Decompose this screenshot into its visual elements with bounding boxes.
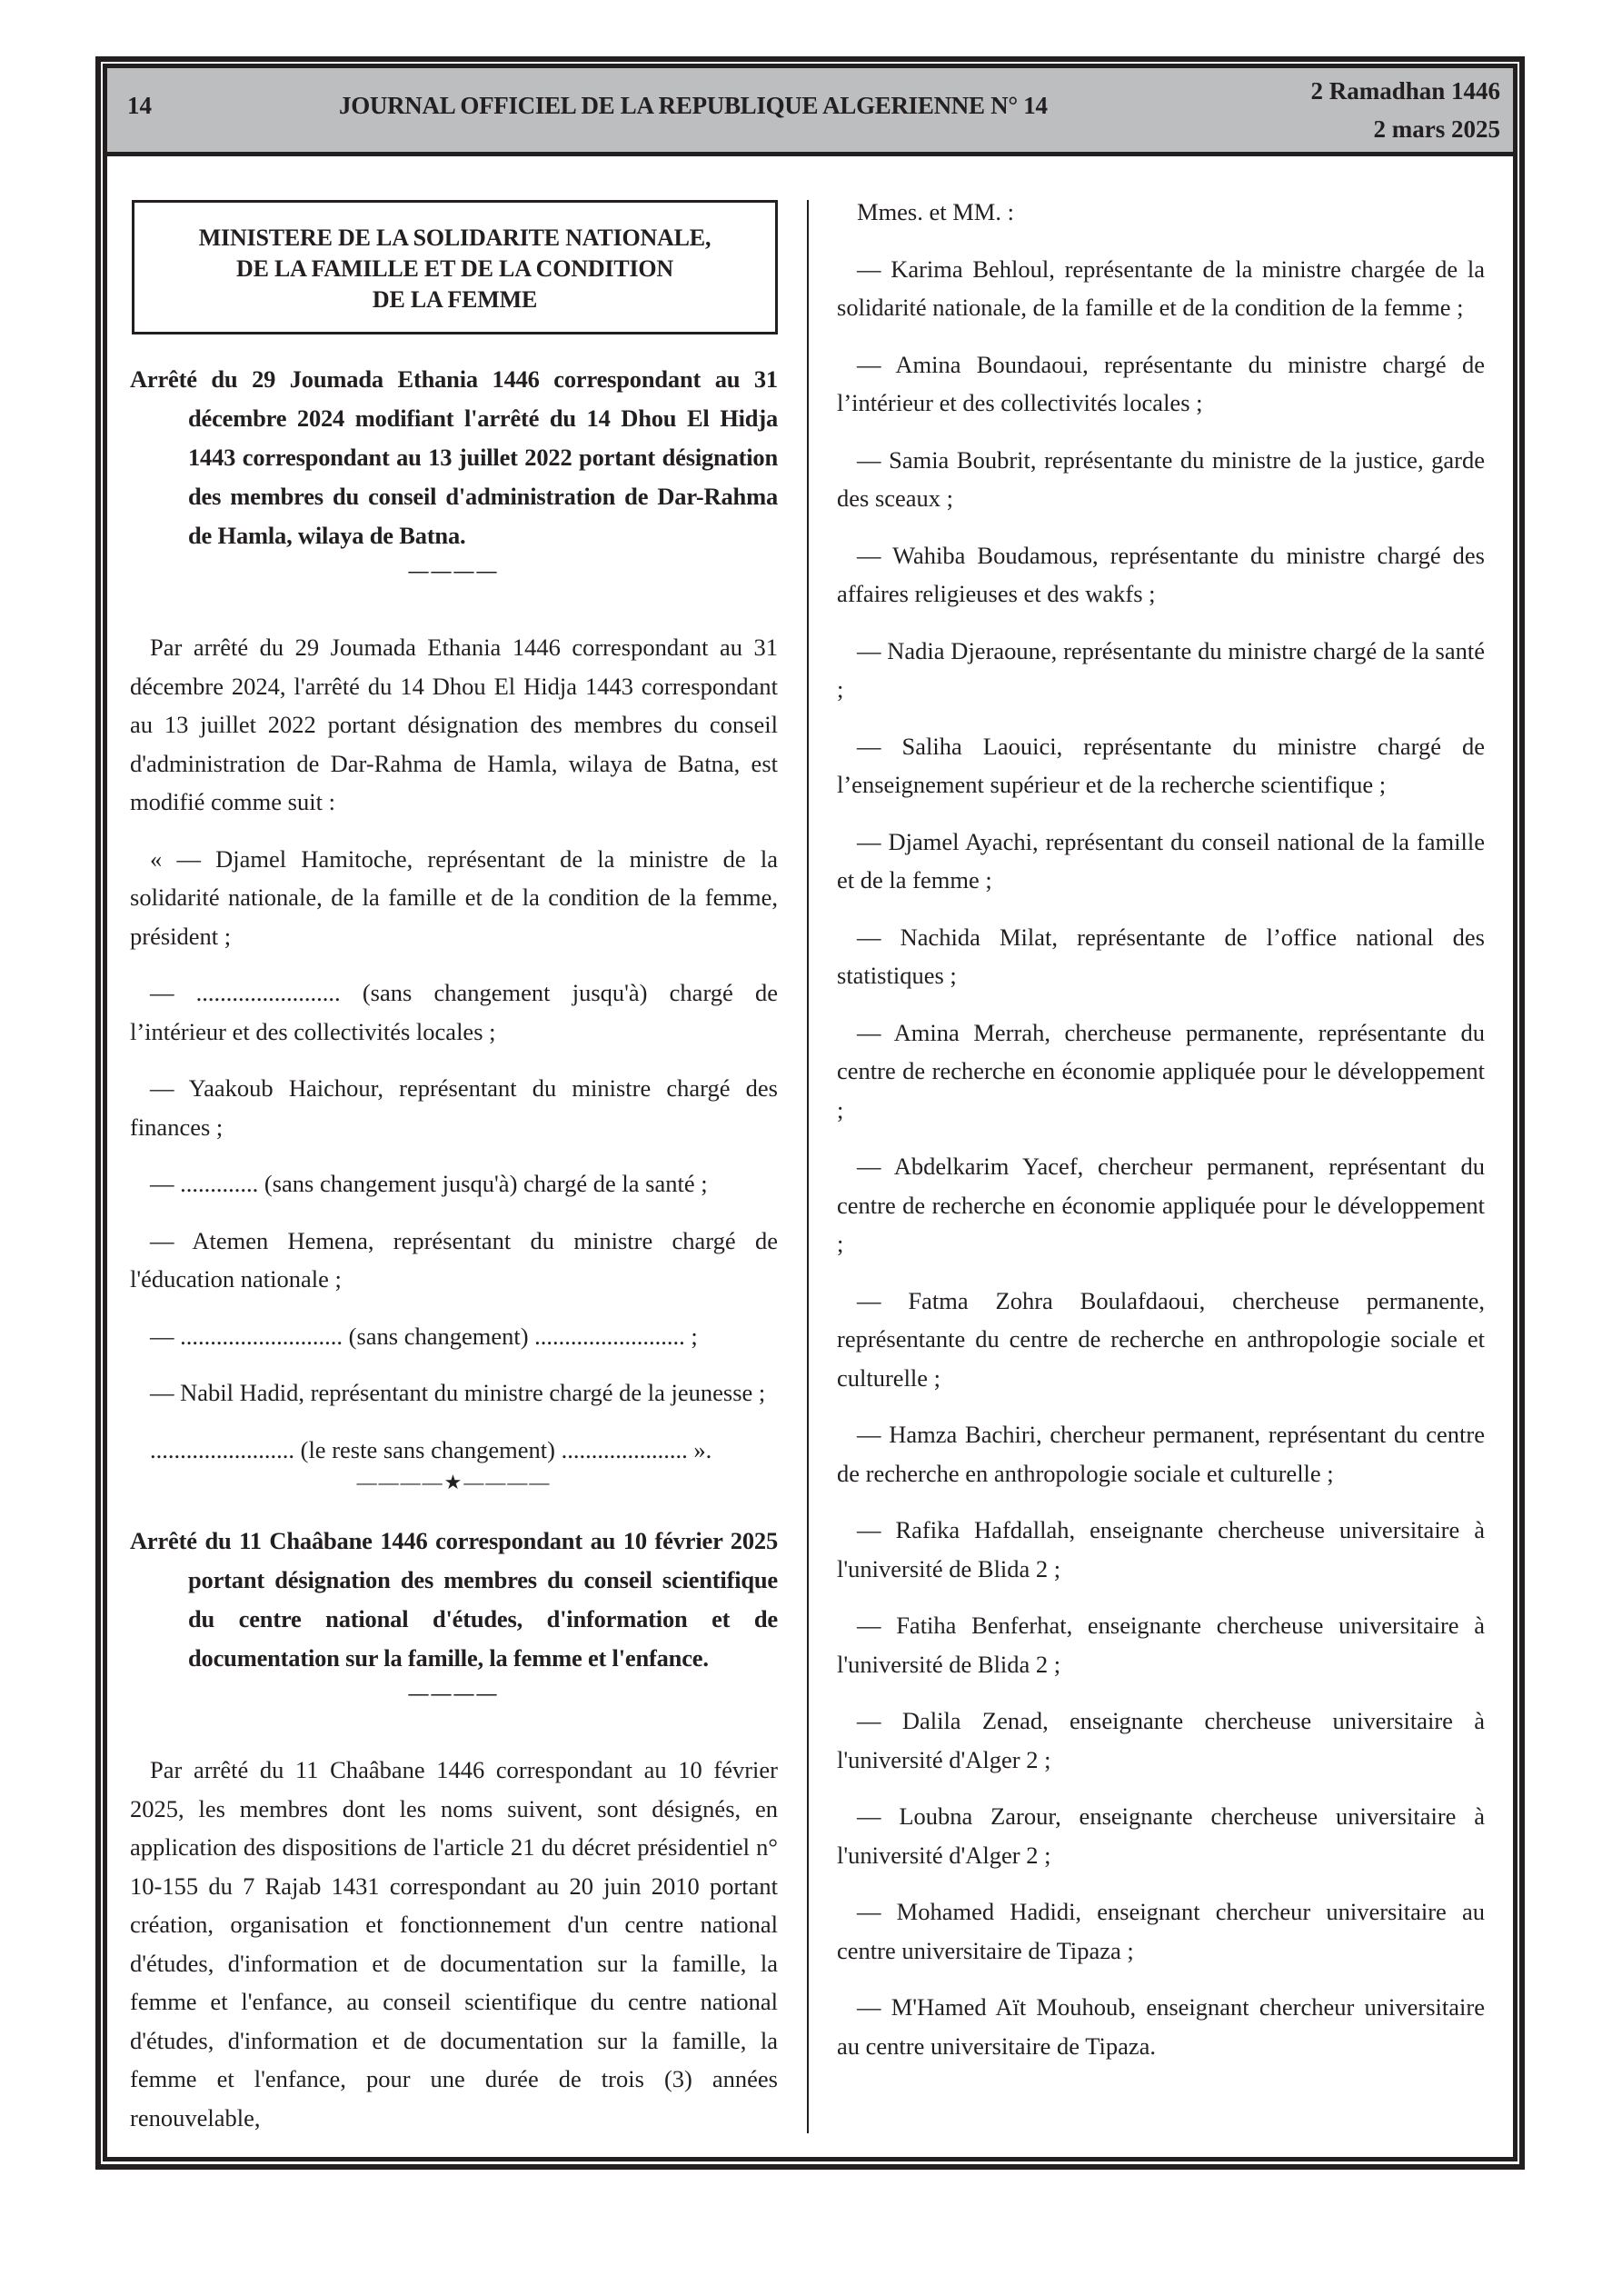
member-item: — Samia Boubrit, représentante du ministre de la justice, garde des sceaux ; [837, 445, 1485, 512]
journal-header [107, 68, 1513, 156]
star-separator: ————★———— [356, 1471, 552, 1493]
member-item: — Abdelkarim Yacef, chercheur permanent, représentant du centre de recherche en économie appliquée pour le développement ; [837, 1153, 1485, 1257]
list-item: « — Djamel Hamitoche, représentant de la ministre de la solidarité nationale, de la famille et de la condition de la femme, président ; [130, 844, 778, 950]
member-item: — Nadia Djeraoune, représentante du ministre chargé de la santé ; [837, 636, 1485, 703]
member-item: — Rafika Hafdallah, enseignante chercheuse universitaire à l'université de Blida 2 ; [837, 1516, 1485, 1582]
member-item: — Dalila Zenad, enseignante chercheuse universitaire à l'université d'Alger 2 ; [837, 1707, 1485, 1773]
list-item: — ........................ (sans changement jusqu'à) chargé de l’intérieur et des collectivités locales ; [130, 979, 778, 1045]
member-item: — Wahiba Boudamous, représentante du ministre chargé des affaires religieuses et des wakfs ; [837, 541, 1485, 607]
date-gregorian: 2 mars 2025 [1373, 115, 1500, 143]
section-separator: ———— [408, 1682, 500, 1704]
right-column [837, 189, 1485, 2065]
member-item: — Loubna Zarour, enseignante chercheuse universitaire à l'université d'Alger 2 ; [837, 1802, 1485, 1869]
list-item: — ............. (sans changement jusqu'à) chargé de la santé ; [150, 1170, 708, 1197]
member-item: — M'Hamed Aït Mouhoub, enseignant chercheur universitaire au centre universitaire de Tipaza. [837, 1993, 1485, 2060]
list-item: — ........................... (sans changement) ......................... ; [150, 1322, 698, 1350]
list-item: — Nabil Hadid, représentant du ministre chargé de la jeunesse ; [150, 1379, 766, 1406]
arrete-title-2: Arrêté du 11 Chaâbane 1446 correspondant au 10 février 2025 portant désignation des membres du conseil scientifique du centre national d'études, d'information et de documentation sur la famille, la femme et l'enfance. [130, 1527, 778, 1672]
member-item: — Djamel Ayachi, représentant du conseil national de la famille et de la femme ; [837, 827, 1485, 893]
list-item: ........................ (le reste sans changement) ..................... ». [150, 1435, 712, 1463]
section-separator: ———— [408, 559, 500, 582]
journal-title: JOURNAL OFFICIEL DE LA REPUBLIQUE ALGERIENNE N° 14 [339, 92, 1048, 119]
members-intro: Mmes. et MM. : [857, 198, 1014, 225]
list-item: — Yaakoub Haichour, représentant du ministre chargé des finances ; [130, 1074, 778, 1141]
date-hijri: 2 Ramadhan 1446 [1310, 77, 1500, 105]
ministry-line: DE LA FAMILLE ET DE LA CONDITION [236, 255, 673, 282]
page-number: 14 [127, 92, 152, 119]
member-item: — Fatiha Benferhat, enseignante chercheuse universitaire à l'université de Blida 2 ; [837, 1612, 1485, 1678]
member-item: — Mohamed Hadidi, enseignant chercheur universitaire au centre universitaire de Tipaza ; [837, 1898, 1485, 1964]
ministry-line: MINISTERE DE LA SOLIDARITE NATIONALE, [198, 225, 711, 251]
member-item: — Amina Merrah, chercheuse permanente, représentante du centre de recherche en économie appliquée pour le développement ; [837, 1018, 1485, 1123]
left-column [130, 189, 778, 2137]
column-divider [807, 200, 809, 2133]
list-item: — Atemen Hemena, représentant du ministre chargé de l'éducation nationale ; [130, 1226, 778, 1293]
member-item: — Hamza Bachiri, chercheur permanent, représentant du centre de recherche en anthropologie sociale et culturelle ; [837, 1421, 1485, 1487]
issue-date [1310, 72, 1500, 148]
member-item: — Amina Boundaoui, représentante du ministre chargé de l’intérieur et des collectivités locales ; [837, 350, 1485, 416]
arrete-intro-2: Par arrêté du 11 Chaâbane 1446 correspondant au 10 février 2025, les membres dont les noms suivent, sont désignés, en application des dispositions de l'article 21 du décret présidentiel n° 10-155 du 7 Rajab 1431 correspondant au 20 juin 2010 portant création, organisation et fonctionnement d'un centre national d'études, d'information et de documentation sur la famille, la femme et l'enfance, au conseil scientifique du centre national d'études, d'information et de documentation sur la famille, la femme et l'enfance, pour une durée de trois (3) années renouvelable, [130, 1756, 778, 2131]
member-item: — Fatma Zohra Boulafdaoui, chercheuse permanente, représentante du centre de recherche en anthropologie sociale et culturelle ; [837, 1286, 1485, 1392]
member-item: — Nachida Milat, représentante de l’office national des statistiques ; [837, 923, 1485, 989]
arrete-intro-1: Par arrêté du 29 Joumada Ethania 1446 correspondant au 31 décembre 2024, l'arrêté du 14 Dhou El Hidja 1443 correspondant au 13 juillet 2022 portant désignation des membres du conseil d'administration de Dar-Rahma de Hamla, wilaya de Batna, est modifié comme suit : [130, 634, 778, 815]
member-item: — Karima Behloul, représentante de la ministre chargée de la solidarité nationale, de la famille et de la condition de la femme ; [837, 255, 1485, 321]
arrete-title-1: Arrêté du 29 Joumada Ethania 1446 correspondant au 31 décembre 2024 modifiant l'arrêté du 14 Dhou El Hidja 1443 correspondant au 13 juillet 2022 portant désignation des membres du conseil d'administration de Dar-Rahma de Hamla, wilaya de Batna. [130, 365, 778, 549]
ministry-heading-box [132, 200, 778, 334]
member-item: — Saliha Laouici, représentante du ministre chargé de l’enseignement supérieur et de la recherche scientifique ; [837, 732, 1485, 798]
ministry-line: DE LA FEMME [372, 286, 538, 313]
